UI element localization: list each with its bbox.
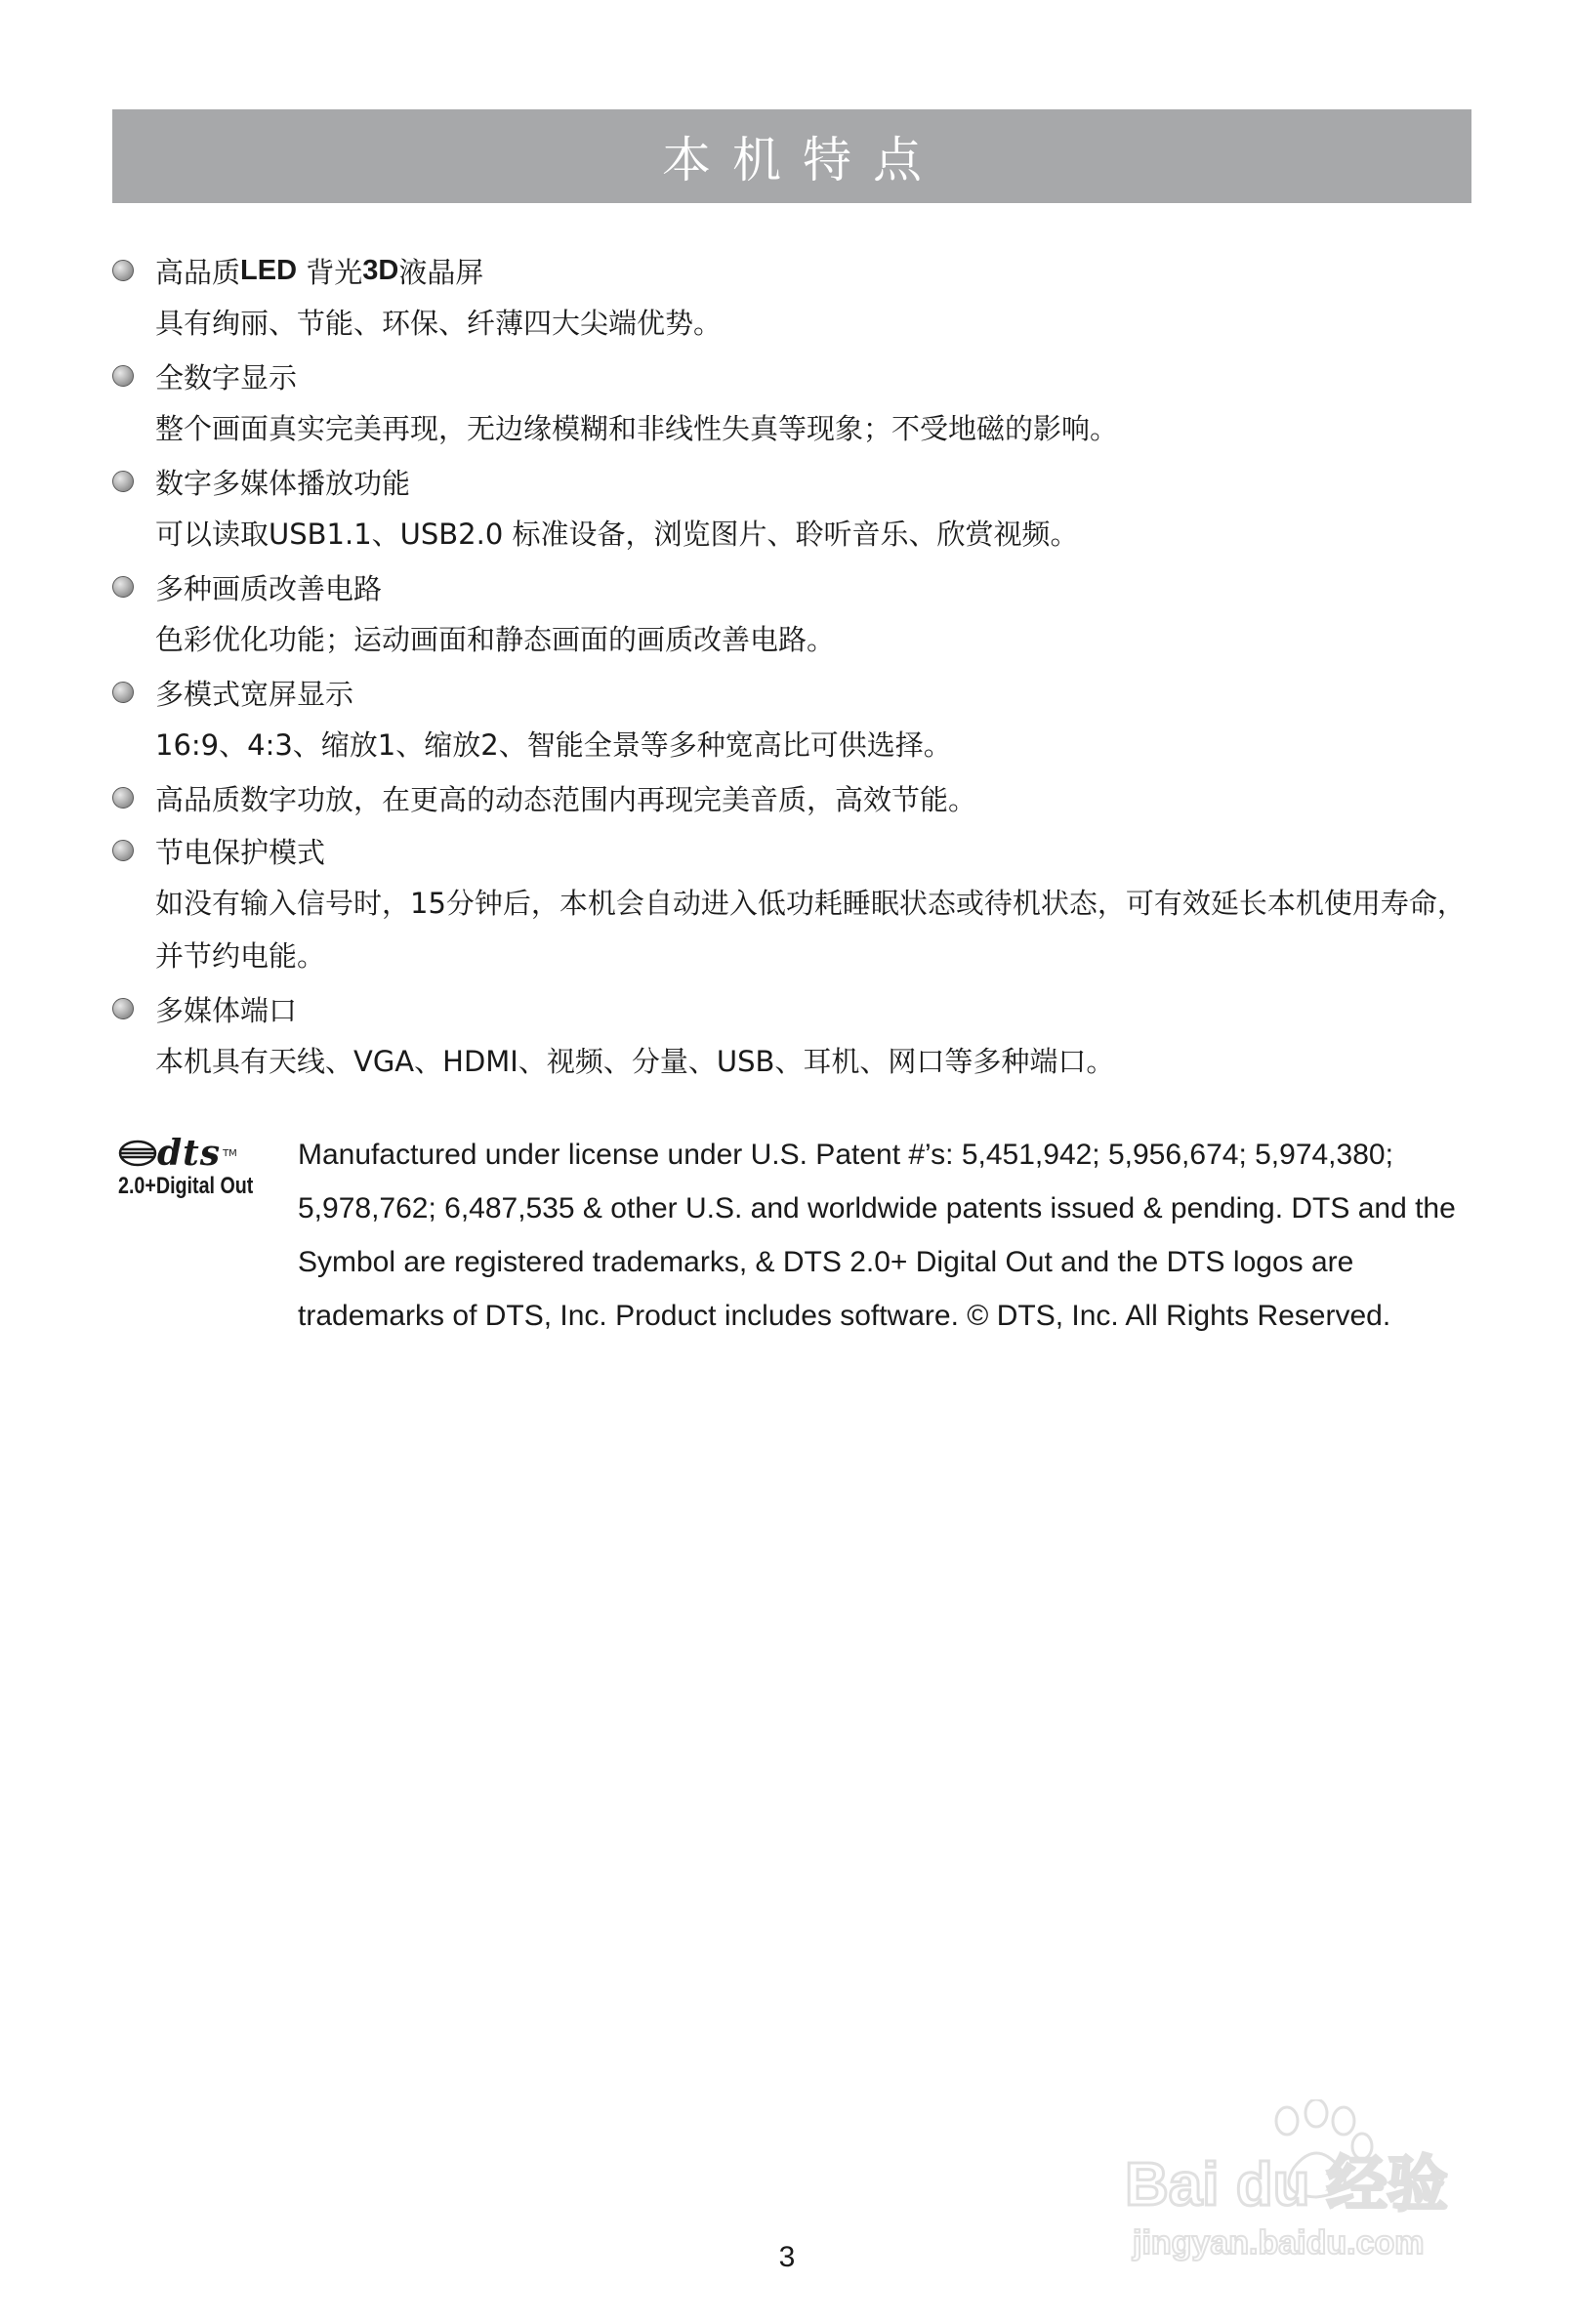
watermark-brand: Bai du 经验 <box>1125 2151 1448 2219</box>
feature-description: 色彩优化功能；运动画面和静态画面的画质改善电路。 <box>155 623 836 656</box>
feature-item <box>112 244 1479 350</box>
feature-item <box>112 982 1479 1088</box>
feature-heading: 高品质 LED 背光 3D 液晶屏 <box>112 244 1479 297</box>
feature-item <box>112 350 1479 455</box>
feature-description: 可以读取USB1.1、USB2.0 标准设备，浏览图片、聆听音乐、欣赏视频。 <box>155 518 1079 551</box>
feature-list <box>112 244 1479 1088</box>
bullet-icon <box>112 787 134 809</box>
feature-heading: 节电保护模式 <box>112 824 1479 877</box>
bullet-icon <box>112 260 134 281</box>
feature-heading: 高品质数字功放，在更高的动态范围内再现完美音质，高效节能。 <box>112 771 1479 824</box>
watermark-url: jingyan.baidu.com <box>1133 2224 1425 2262</box>
feature-heading: 多模式宽屏显示 <box>112 666 1479 719</box>
dts-logo-tm: TM <box>223 1147 237 1159</box>
feature-description: 具有绚丽、节能、环保、纤薄四大尖端优势。 <box>155 307 723 340</box>
section-title-bar <box>112 109 1471 203</box>
feature-heading: 数字多媒体播放功能 <box>112 455 1479 508</box>
dts-logo <box>118 1133 274 1200</box>
feature-heading: 全数字显示 <box>112 350 1479 402</box>
section-title: 本机特点 <box>662 132 943 188</box>
dts-symbol-icon <box>118 1139 157 1168</box>
bullet-icon <box>112 576 134 598</box>
feature-description: 本机具有天线、VGA、HDMI、视频、分量、USB、耳机、网口等多种端口。 <box>155 1045 1115 1078</box>
bullet-icon <box>112 471 134 492</box>
feature-item <box>112 771 1479 824</box>
feature-item <box>112 455 1479 560</box>
bullet-icon <box>112 998 134 1019</box>
feature-heading: 多媒体端口 <box>112 982 1479 1035</box>
feature-description: 整个画面真实完美再现，无边缘模糊和非线性失真等现象；不受地磁的影响。 <box>155 412 1119 445</box>
page-number: 3 <box>778 2241 796 2273</box>
bullet-icon <box>112 682 134 703</box>
feature-item <box>112 666 1479 771</box>
dts-logo-letters: dts <box>157 1133 222 1174</box>
feature-item <box>112 824 1479 982</box>
bullet-icon <box>112 365 134 387</box>
feature-description: 如没有输入信号时，15分钟后，本机会自动进入低功耗睡眠状态或待机状态，可有效延长本机使用寿命，并节约电能。 <box>155 887 1466 973</box>
feature-heading: 多种画质改善电路 <box>112 560 1479 613</box>
dts-logo-subtitle: 2.0+Digital Out <box>118 1173 254 1199</box>
feature-item <box>112 560 1479 666</box>
dts-license-text: Manufactured under license under U.S. Patent #’s: 5,451,942; 5,956,674; 5,974,380; 5,978,762; 6,487,535 & other U.S. and worldwide patents issued & pending. DTS and the Symbol are registered trademarks, & DTS 2.0+ Digital Out and the DTS logos are trademarks of DTS, Inc. Product includes software. © DTS, Inc. All Rights Reserved. <box>298 1139 1456 1332</box>
bullet-icon <box>112 840 134 861</box>
feature-description: 16:9、4:3、缩放1、缩放2、智能全景等多种宽高比可供选择。 <box>155 728 952 762</box>
